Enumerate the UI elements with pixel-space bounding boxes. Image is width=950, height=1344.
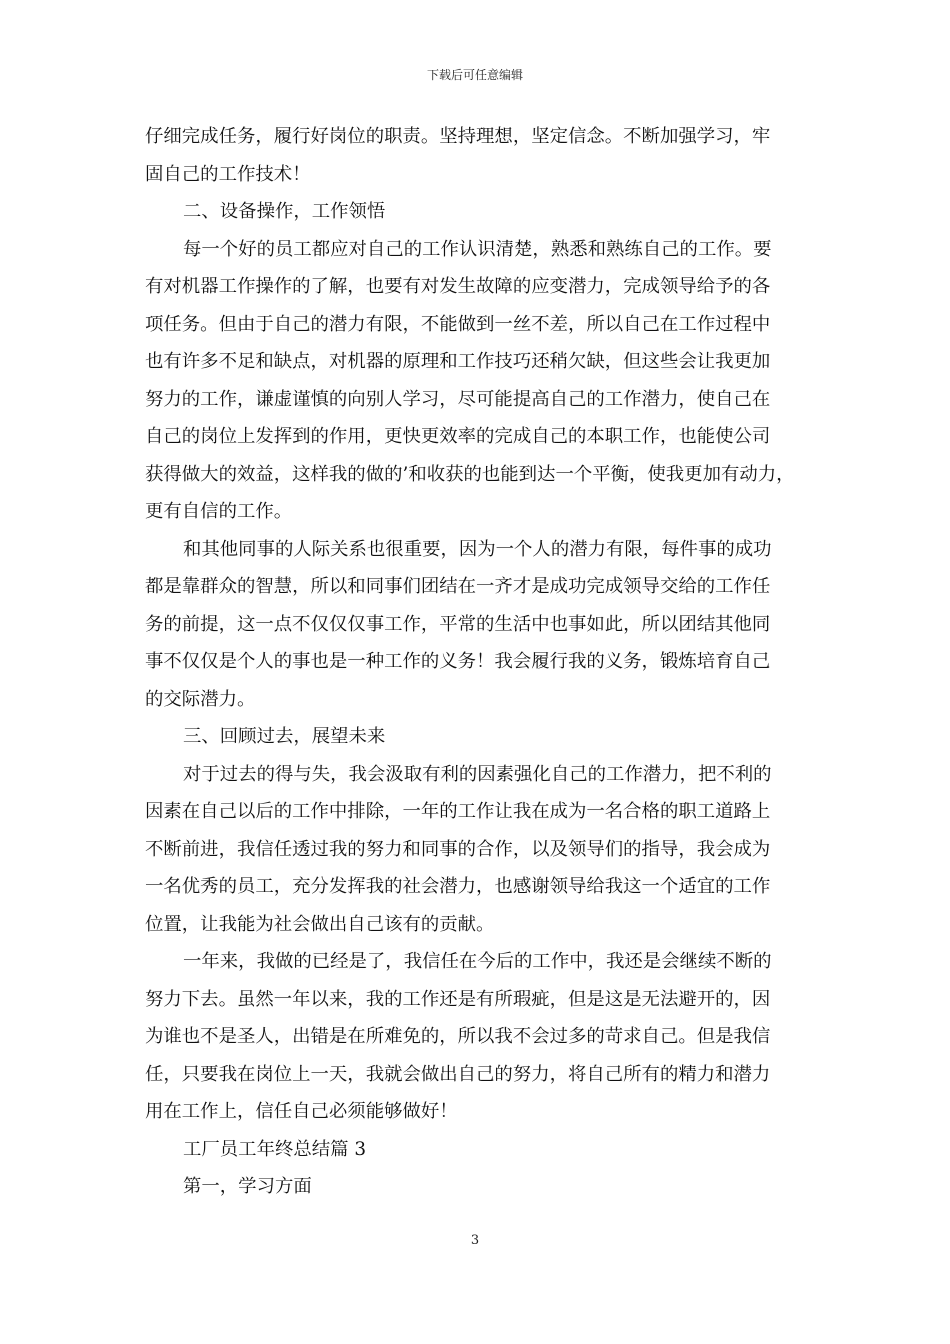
text-line: 努力下去。虽然一年以来，我的工作还是有所瑕疵，但是这是无法避开的，因 (145, 988, 771, 1010)
text-line: 也有许多不足和缺点，对机器的原理和工作技巧还稍欠缺，但这些会让我更加 (145, 351, 771, 372)
page-number: 3 (470, 1233, 480, 1248)
text-line: 项任务。但由于自己的潜力有限，不能做到一丝不差，所以自己在工作过程中 (145, 313, 771, 335)
text-line: 为谁也不是圣人，出错是在所难免的，所以我不会过多的苛求自己。但是我信 (145, 1026, 771, 1047)
text-line: 更有自信的工作。 (145, 501, 293, 522)
text-line: 都是靠群众的智慧，所以和同事们团结在一齐才是成功完成领导交给的工作任 (145, 576, 771, 597)
text-line: 事不仅仅是个人的事也是一种工作的义务！我会履行我的义务，锻炼培育自己 (145, 651, 771, 672)
text-line: 任，只要我在岗位上一天，我就会做出自己的努力，将自己所有的精力和潜力 (145, 1063, 771, 1085)
text-line: 和其他同事的人际关系也很重要，因为一个人的潜力有限，每件事的成功 (183, 538, 772, 560)
text-line: 固自己的工作技术！ (145, 163, 311, 185)
text-line: 的交际潜力。 (145, 688, 256, 710)
text-line: 努力的工作，谦虚谨慎的向别人学习，尽可能提高自己的工作潜力，使自己在 (145, 388, 771, 410)
text-line: 自己的岗位上发挥到的作用，更快更效率的完成自己的本职工作，也能使公司 (145, 426, 771, 447)
text-line: 一名优秀的员工，充分发挥我的社会潜力，也感谢领导给我这一个适宜的工作 (145, 876, 771, 897)
section-heading: 第一，学习方面 (183, 1176, 312, 1197)
article-title: 工厂员工年终总结篇 3 (183, 1138, 367, 1160)
page-header-note: 下载后可任意编辑 (426, 68, 523, 82)
section-heading: 二、设备操作，工作领悟 (183, 201, 386, 222)
text-line: 位置，让我能为社会做出自己该有的贡献。 (145, 913, 495, 935)
text-line: 不断前进，我信任透过我的努力和同事的合作，以及领导们的指导，我会成为 (145, 838, 771, 860)
text-line: 对于过去的得与失，我会汲取有利的因素强化自己的工作潜力，把不利的 (183, 763, 772, 785)
text-line: 获得做大的效益，这样我的做的’和收获的也能到达一个平衡，使我更加有动力， (145, 463, 795, 485)
text-line: 用在工作上，信任自己必须能够做好！ (145, 1101, 458, 1122)
text-line: 有对机器工作操作的了解，也要有对发生故障的应变潜力，完成领导给予的各 (145, 276, 771, 297)
section-heading: 三、回顾过去，展望未来 (183, 726, 386, 747)
text-line: 务的前提，这一点不仅仅仅事工作，平常的生活中也事如此，所以团结其他同 (145, 613, 771, 635)
text-line: 一年来，我做的已经是了，我信任在今后的工作中，我还是会继续不断的 (183, 951, 772, 972)
text-line: 每一个好的员工都应对自己的工作认识清楚，熟悉和熟练自己的工作。要 (183, 238, 772, 260)
document-body (145, 118, 823, 1206)
text-line: 因素在自己以后的工作中排除，一年的工作让我在成为一名合格的职工道路上 (145, 801, 771, 822)
text-line: 仔细完成任务，履行好岗位的职责。坚持理想，坚定信念。不断加强学习，牢 (145, 126, 771, 147)
